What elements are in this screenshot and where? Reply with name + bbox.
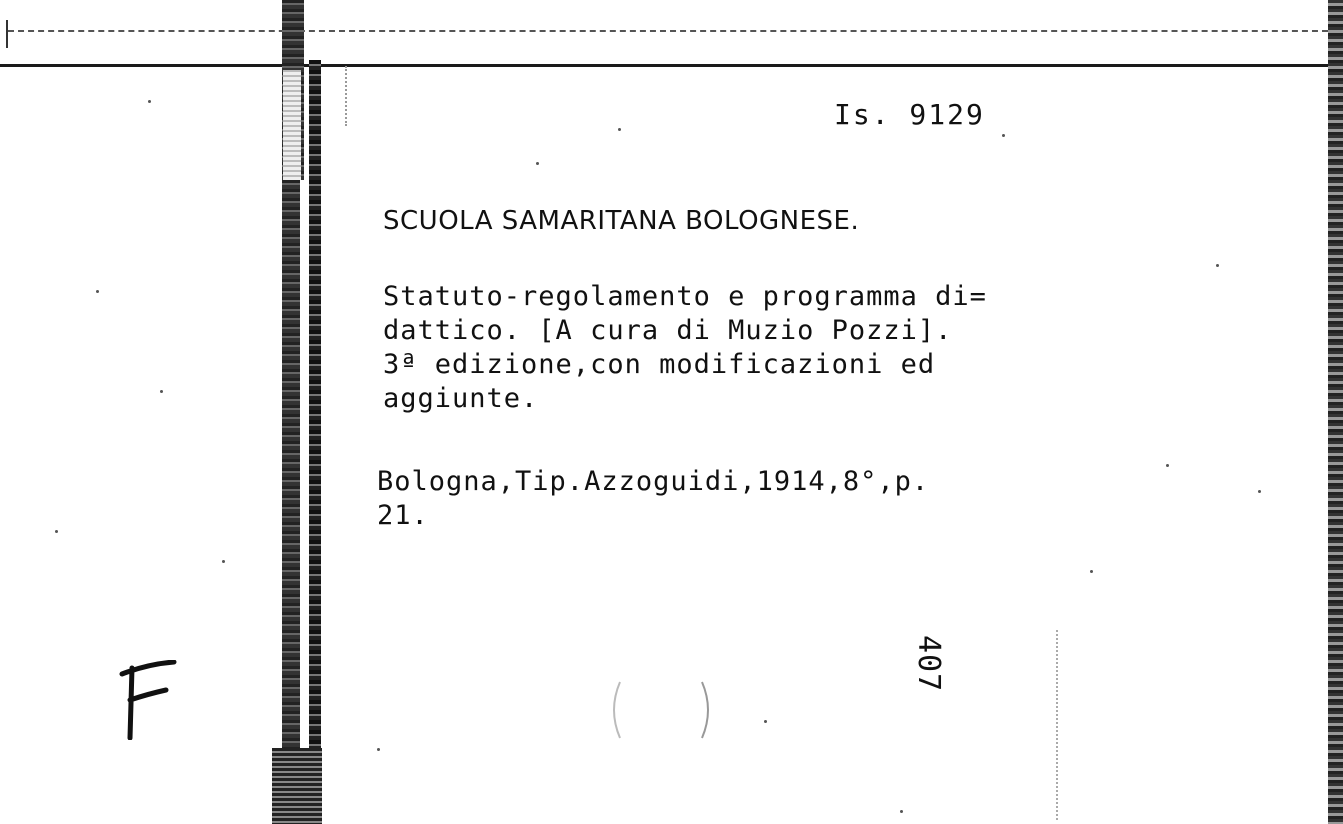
scan-speck	[1166, 464, 1169, 467]
description-line: Statuto-regolamento e programma di=	[383, 281, 987, 312]
scan-speck	[96, 290, 99, 293]
description-line: 3ª edizione,con modificazioni ed	[383, 349, 936, 380]
scan-speck	[1090, 570, 1093, 573]
card-top-margin	[0, 0, 1343, 66]
scan-speck	[764, 720, 767, 723]
scan-speck	[222, 560, 225, 563]
scan-speck	[536, 162, 539, 165]
card-left-border	[309, 60, 321, 750]
faint-circle-mark-right	[696, 680, 716, 740]
top-dashed-line	[8, 30, 1328, 32]
scan-speck	[1216, 264, 1219, 267]
imprint	[377, 465, 929, 533]
card-heading: SCUOLA SAMARITANA BOLOGNESE.	[383, 206, 860, 236]
description-line: dattico. [A cura di Muzio Pozzi].	[383, 315, 953, 346]
scan-speck	[148, 100, 151, 103]
scan-speck	[900, 810, 903, 813]
shelfmark: Is. 9129	[834, 98, 985, 131]
top-edge-rule	[0, 64, 1343, 67]
description-line: aggiunte.	[383, 383, 539, 414]
card-dotted-edge	[345, 66, 347, 126]
imprint-line: Bologna,Tip.Azzoguidi,1914,8°,p.	[377, 466, 930, 497]
card-dotted-edge-right	[1056, 630, 1058, 820]
handwritten-f-mark	[118, 660, 178, 740]
left-edge-tick	[6, 20, 8, 48]
binding-strip-highlight	[283, 70, 301, 180]
imprint-line: 21.	[377, 500, 429, 531]
scan-speck	[1002, 134, 1005, 137]
scan-speck	[55, 530, 58, 533]
faint-circle-mark-left	[606, 680, 626, 740]
title-description	[383, 280, 987, 416]
scan-speck	[1258, 490, 1261, 493]
rotated-stamp-number: 407	[911, 635, 946, 693]
scan-speck	[160, 390, 163, 393]
binding-strip-bottom	[272, 748, 322, 824]
scan-right-edge	[1328, 0, 1343, 824]
scan-speck	[618, 128, 621, 131]
scan-speck	[377, 748, 380, 751]
